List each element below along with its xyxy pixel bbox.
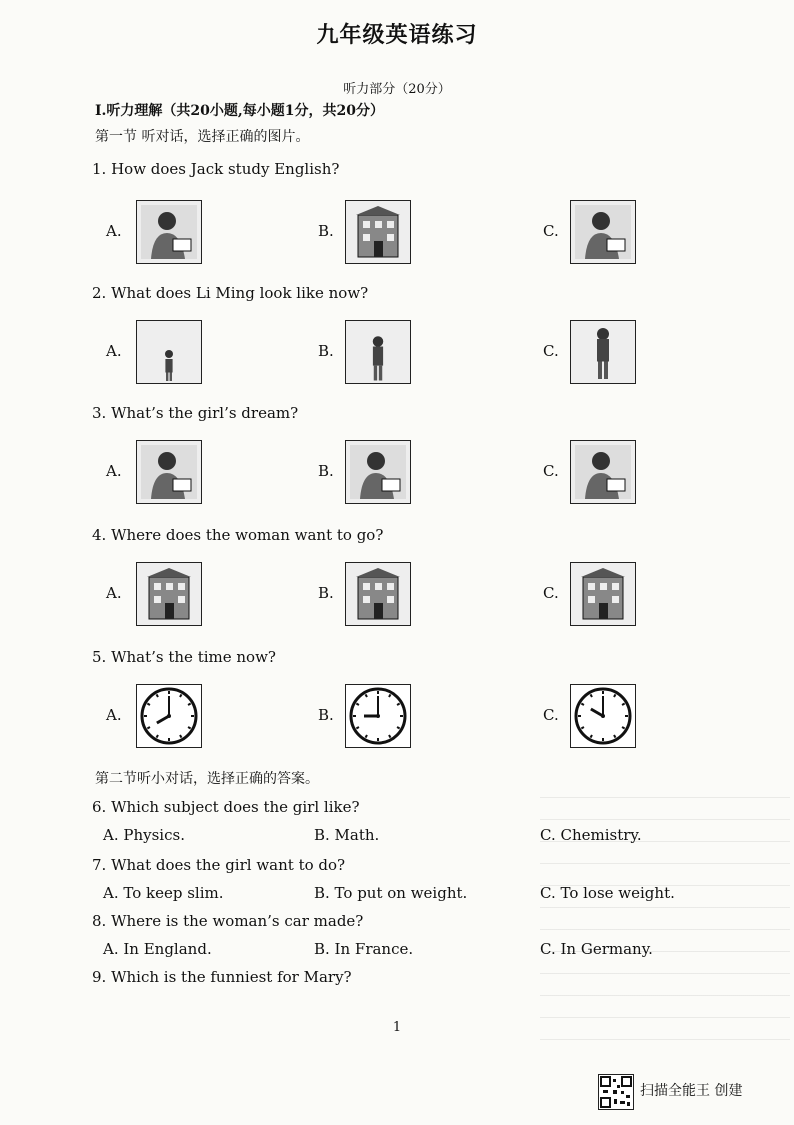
tall-building-icon [139,565,199,623]
clock-icon [573,687,633,745]
question-8: 8. Where is the woman’s car made? [92,912,364,930]
q1-option-a-picture [136,200,202,264]
q5-option-b-picture [345,684,411,748]
cook-icon [348,443,408,501]
q2-option-a-picture [136,320,202,384]
part2-heading: 第二节听小对话，选择正确的答案。 [95,771,319,787]
medium-boy-icon [348,323,408,381]
q1-option-b-label: B. [318,222,334,240]
q2-option-b-picture [345,320,411,384]
q6-option-b: B. Math. [314,826,380,844]
q2-option-b-label: B. [318,342,334,360]
q7-option-a: A. To keep slim. [103,884,224,902]
q4-option-a-picture [136,562,202,626]
boy-reading-icon [573,203,633,261]
q4-option-c-picture [570,562,636,626]
bleed-through-texture [540,780,790,1040]
q2-option-a-label: A. [106,342,122,360]
question-4: 4. Where does the woman want to go? [92,526,384,544]
section-heading: Ⅰ.听力理解（共20小题,每小题1分，共20分） [95,103,385,119]
q6-option-a: A. Physics. [103,826,185,844]
q8-option-a: A. In England. [103,940,212,958]
part1-heading: 第一节 听对话，选择正确的图片。 [95,129,310,145]
q1-option-b-picture [345,200,411,264]
writer-icon [573,443,633,501]
q2-option-c-label: C. [543,342,559,360]
q5-option-c-label: C. [543,706,559,724]
q4-option-b-picture [345,562,411,626]
q5-option-c-picture [570,684,636,748]
q4-option-a-label: A. [106,584,122,602]
qr-code-icon [598,1074,634,1110]
people-reading-icon [139,203,199,261]
shop-building-icon [348,565,408,623]
question-3: 3. What’s the girl’s dream? [92,404,299,422]
q3-option-c-label: C. [543,462,559,480]
q3-option-a-picture [136,440,202,504]
q4-option-b-label: B. [318,584,334,602]
page-number: 1 [392,1020,402,1035]
q3-option-b-picture [345,440,411,504]
question-9: 9. Which is the funniest for Mary? [92,968,352,986]
question-1: 1. How does Jack study English? [92,160,340,178]
q1-option-c-label: C. [543,222,559,240]
q7-option-b: B. To put on weight. [314,884,468,902]
question-5: 5. What’s the time now? [92,648,276,666]
q4-option-c-label: C. [543,584,559,602]
q7-option-c: C. To lose weight. [540,884,675,902]
q5-option-a-label: A. [106,706,122,724]
question-2: 2. What does Li Ming look like now? [92,284,369,302]
q5-option-a-picture [136,684,202,748]
question-6: 6. Which subject does the girl like? [92,798,360,816]
tall-boy-icon [573,323,633,381]
clock-icon [139,687,199,745]
house-icon [573,565,633,623]
q3-option-b-label: B. [318,462,334,480]
q3-option-c-picture [570,440,636,504]
clock-icon [348,687,408,745]
question-7: 7. What does the girl want to do? [92,856,346,874]
q2-option-c-picture [570,320,636,384]
q6-option-c: C. Chemistry. [540,826,642,844]
q1-option-c-picture [570,200,636,264]
short-boy-icon [139,323,199,381]
footer-watermark: 扫描全能王 创建 [640,1083,743,1099]
q8-option-b: B. In France. [314,940,414,958]
q5-option-b-label: B. [318,706,334,724]
q8-option-c: C. In Germany. [540,940,653,958]
q3-option-a-label: A. [106,462,122,480]
page-title: 九年级英语练习 [316,22,478,48]
q1-option-a-label: A. [106,222,122,240]
teacher-icon [139,443,199,501]
building-icon [348,203,408,261]
listening-subtitle: 听力部分（20分） [343,82,451,97]
